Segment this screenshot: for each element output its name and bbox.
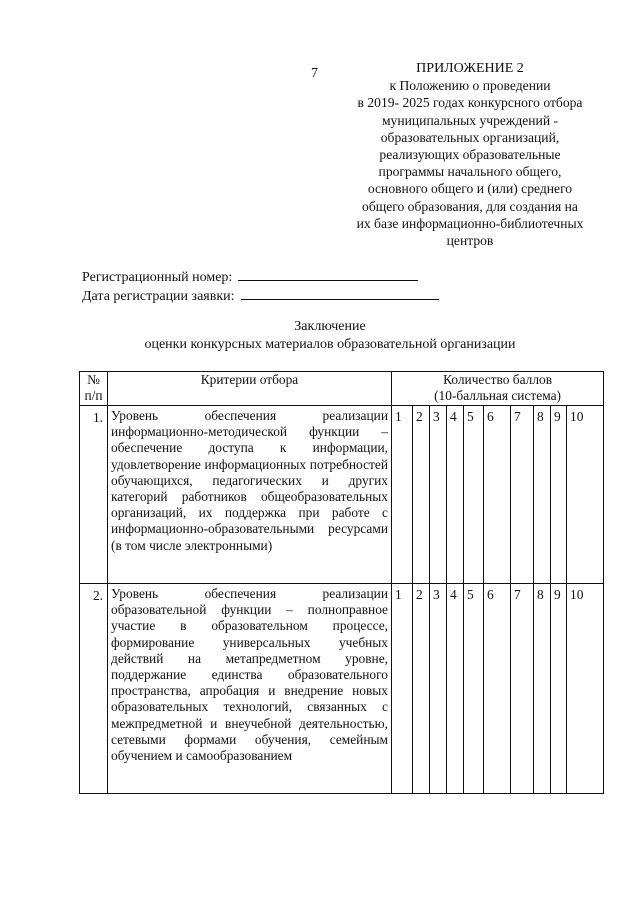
appendix-line: их базе информационно-библиотечных — [356, 215, 584, 231]
conclusion-title: Заключение — [294, 319, 366, 334]
score-cell[interactable]: 6 — [484, 584, 511, 794]
score-cell[interactable]: 2 — [413, 584, 430, 794]
row-number: 1. — [80, 406, 108, 584]
table-row — [80, 584, 604, 794]
score-cell[interactable]: 2 — [413, 406, 430, 584]
header-number-line1: № — [87, 372, 100, 387]
appendix-line: программы начального общего, — [378, 164, 562, 180]
registration-number — [82, 268, 418, 286]
score-cell[interactable]: 10 — [567, 406, 604, 584]
score-cell[interactable]: 7 — [511, 584, 534, 794]
registration-number-blank — [238, 268, 418, 281]
score-cell[interactable]: 5 — [464, 584, 484, 794]
score-cell[interactable]: 8 — [534, 406, 551, 584]
appendix-block — [318, 60, 622, 249]
score-cell[interactable]: 1 — [392, 584, 413, 794]
criteria-table — [79, 371, 604, 794]
registration-number-label: Регистрационный номер: — [82, 270, 233, 285]
appendix-line: реализующих образовательные — [379, 147, 561, 163]
score-cell[interactable]: 3 — [430, 584, 447, 794]
registration-date — [82, 287, 439, 305]
row-criterion-text: Уровень обеспечения реализации информационно-методической функции – обеспечение доступа к информации, удовлетворение информационных потребностей обучающихся, педагогических и других категорий работников общеобразовательных организаций, их поддержка при работе с информационно-образовательными ресурсами (в том числе электронными) — [111, 408, 388, 553]
table-header-row — [80, 372, 604, 406]
header-number — [80, 372, 108, 406]
header-score-line2: (10-балльная система) — [434, 388, 561, 403]
score-cell[interactable]: 8 — [534, 584, 551, 794]
score-cell[interactable]: 9 — [551, 584, 567, 794]
score-cell[interactable]: 9 — [551, 406, 567, 584]
registration-date-label: Дата регистрации заявки: — [82, 289, 235, 304]
appendix-line: центров — [446, 233, 494, 249]
table-row — [80, 406, 604, 584]
appendix-line: к Положению о проведении — [389, 78, 551, 94]
header-score-line1: Количество баллов — [443, 372, 553, 387]
score-cell[interactable]: 3 — [430, 406, 447, 584]
appendix-line: основного общего и (или) среднего — [367, 181, 573, 197]
appendix-line: в 2019- 2025 годах конкурсного отбора — [357, 95, 583, 111]
row-criterion — [108, 584, 392, 794]
row-number: 2. — [80, 584, 108, 794]
score-cell[interactable]: 4 — [447, 406, 464, 584]
appendix-line: образовательных организаций, — [380, 129, 560, 145]
row-criterion — [108, 406, 392, 584]
page-number: 7 — [311, 66, 318, 81]
conclusion-heading — [0, 318, 640, 354]
header-number-line2: п/п — [84, 388, 103, 403]
score-cell[interactable]: 4 — [447, 584, 464, 794]
appendix-line: общего образования, для создания на — [362, 198, 578, 214]
score-cell[interactable]: 1 — [392, 406, 413, 584]
header-score — [392, 372, 604, 406]
score-cell[interactable]: 6 — [484, 406, 511, 584]
appendix-title: ПРИЛОЖЕНИЕ 2 — [416, 61, 524, 76]
conclusion-subtitle: оценки конкурсных материалов образовательной организации — [144, 337, 516, 352]
score-cell[interactable]: 10 — [567, 584, 604, 794]
score-cell[interactable]: 5 — [464, 406, 484, 584]
row-criterion-text: Уровень обеспечения реализации образовательной функции – полноправное участие в образовательном процессе, формирование универсальных учебных действий на метапредметном уровне, поддержание единства образовательного пространства, апробация и внедрение новых образовательных технологий, связанных с межпредметной и внеучебной деятельностью, сетевыми формами обучения, семейным обучением и самообразованием — [111, 586, 388, 764]
registration-date-blank — [241, 287, 439, 300]
score-cell[interactable]: 7 — [511, 406, 534, 584]
header-criteria: Критерии отбора — [108, 372, 392, 406]
appendix-line: муниципальных учреждений - — [381, 112, 559, 128]
